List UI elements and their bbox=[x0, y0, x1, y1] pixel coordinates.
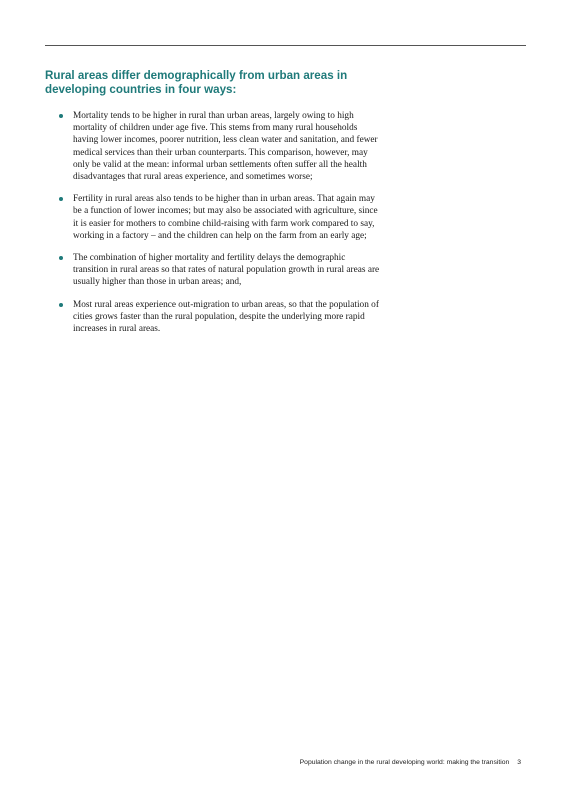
bullet-text: Mortality tends to be higher in rural than urban areas, largely owing to high mortality of children under age five. This stems from many rural households having lower incomes, poorer nutrition, less clean water and sanitation, and fewer medical services than their urban counterparts. This comparison, however, may only be valid at the mean: informal urban settlements often suffer all the health disadvantages that rural areas experience, and sometimes worse; bbox=[73, 111, 378, 183]
bullet-text: Fertility in rural areas also tends to be higher than in urban areas. That again may be a function of lower incomes; but may also be associated with agriculture, since it is easier for mothers to combine child-raising with farm work compared to say, working in a factory – and the children can help on the farm from an early age; bbox=[73, 194, 378, 241]
bullet-text: Most rural areas experience out-migration to urban areas, so that the population of cities grows faster than the rural population, despite the underlying more rapid increases in rural areas. bbox=[73, 299, 379, 335]
list-item bbox=[59, 193, 381, 242]
list-item bbox=[59, 299, 381, 336]
footer-title: Population change in the rural developing world: making the transition bbox=[299, 759, 510, 766]
page-number: 3 bbox=[517, 759, 521, 766]
bullet-icon bbox=[59, 114, 63, 118]
bullet-list bbox=[59, 110, 381, 345]
page-footer bbox=[300, 758, 521, 767]
list-item bbox=[59, 110, 381, 183]
section-heading: Rural areas differ demographically from urban areas in developing countries in four ways: bbox=[45, 69, 348, 96]
list-item bbox=[59, 252, 381, 289]
bullet-icon bbox=[59, 303, 63, 307]
bullet-icon bbox=[59, 256, 63, 260]
top-rule bbox=[45, 45, 526, 46]
bullet-text: The combination of higher mortality and fertility delays the demographic transition in rural areas so that rates of natural population growth in rural areas are usually higher than those in urban areas; and, bbox=[73, 253, 380, 288]
bullet-icon bbox=[59, 197, 63, 201]
